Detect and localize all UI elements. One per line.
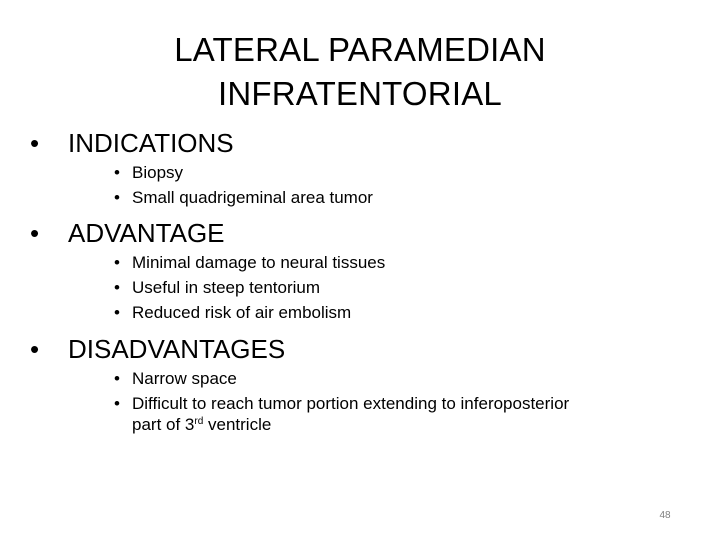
section-advantage xyxy=(24,218,704,327)
list-item xyxy=(24,162,704,183)
bullet-icon: • xyxy=(30,334,40,364)
list-item xyxy=(24,277,704,298)
section-heading-text: DISADVANTAGES xyxy=(68,334,286,364)
section-heading xyxy=(24,334,704,364)
bullet-list xyxy=(24,368,704,435)
list-item-text: Narrow space xyxy=(132,369,237,388)
bullet-icon: • xyxy=(114,303,120,322)
list-item xyxy=(24,252,704,273)
bullet-icon: • xyxy=(114,163,120,182)
superscript: rd xyxy=(194,416,204,427)
page-number: 48 xyxy=(659,510,671,521)
section-heading-text: INDICATIONS xyxy=(68,128,234,158)
list-item-text: Useful in steep tentorium xyxy=(132,278,321,297)
list-item xyxy=(24,187,704,208)
bullet-icon: • xyxy=(114,394,120,413)
list-item-text-line-2 xyxy=(132,415,271,434)
section-heading xyxy=(24,128,704,158)
bullet-list xyxy=(24,252,704,323)
list-item xyxy=(24,368,704,389)
list-item xyxy=(24,393,704,435)
section-heading xyxy=(24,218,704,248)
text-fragment: ventricle xyxy=(203,415,272,434)
title-line-1: LATERAL PARAMEDIAN xyxy=(174,31,546,68)
section-disadvantages xyxy=(24,334,704,439)
list-item-text: Biopsy xyxy=(132,163,184,182)
list-item-text xyxy=(132,394,569,434)
bullet-icon: • xyxy=(30,128,40,158)
bullet-list xyxy=(24,162,704,208)
bullet-icon: • xyxy=(30,218,40,248)
list-item-text: Minimal damage to neural tissues xyxy=(132,253,386,272)
list-item-text: Reduced risk of air embolism xyxy=(132,303,352,322)
bullet-icon: • xyxy=(114,369,120,388)
bullet-icon: • xyxy=(114,278,120,297)
list-item-text-line-1: Difficult to reach tumor portion extending to inferoposterior xyxy=(132,394,570,413)
title-line-2: INFRATENTORIAL xyxy=(218,75,502,112)
list-item xyxy=(24,302,704,323)
slide-title xyxy=(60,28,660,116)
list-item-text: Small quadrigeminal area tumor xyxy=(132,188,373,207)
section-indications xyxy=(24,128,704,212)
bullet-icon: • xyxy=(114,188,120,207)
text-fragment: part of 3 xyxy=(132,415,195,434)
bullet-icon: • xyxy=(114,253,120,272)
section-heading-text: ADVANTAGE xyxy=(68,218,225,248)
